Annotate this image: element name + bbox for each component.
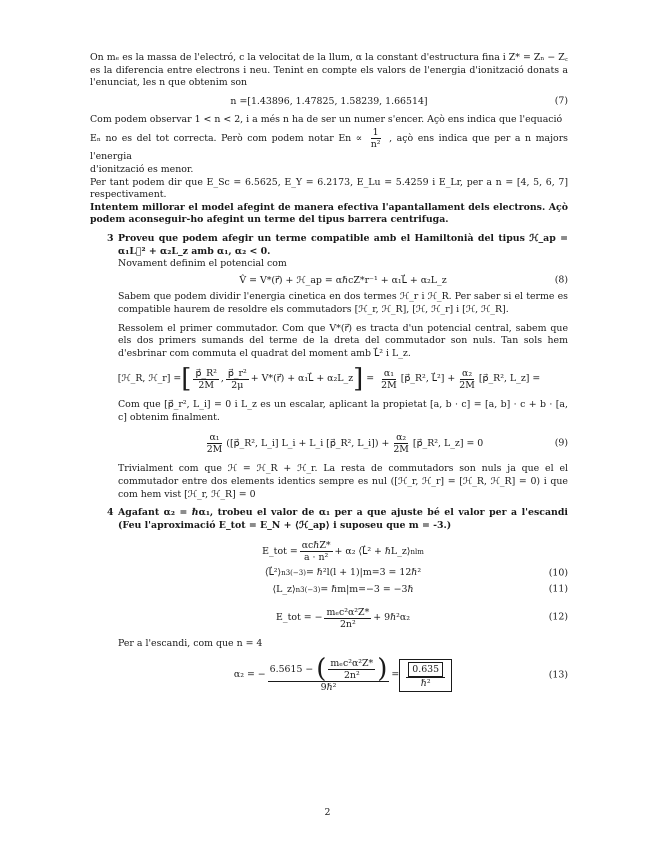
eq9-f1d: 2M — [206, 444, 223, 456]
equation-12 — [118, 607, 568, 630]
equation-10 — [118, 567, 568, 580]
eqA-frac1 — [193, 368, 218, 391]
eqB-sub: nlm — [410, 547, 424, 556]
eq11-sub: n3(−3) — [295, 586, 321, 595]
eqA-f2n: p⃗_r² — [227, 368, 247, 380]
paragraph-intro: On mₑ es la massa de l'electró, c la velocitat de la llum, α la constant d'estructura fina i Z* = Zₙ − Z꜀ es la diferencia entre electrons i neu. Tenint en compte els valors de l'energia d'ionització donats a l'enunciat, les n que obtenim son — [90, 52, 568, 89]
result-num — [406, 662, 445, 678]
eqA-frac3 — [379, 368, 399, 391]
eq12-lhs: E_tot = − — [276, 611, 323, 623]
eq13-number: (13) — [548, 669, 568, 681]
exercise-3-number: 3 — [107, 232, 114, 244]
equation-11 — [118, 584, 568, 597]
eq12-number: (12) — [548, 611, 568, 623]
eq7-number: (7) — [554, 95, 568, 107]
equation-commutator — [90, 364, 568, 395]
result-inner-box: 0.635 — [408, 662, 443, 677]
paren-close: ) — [377, 654, 388, 685]
eqA-t2: [p⃗_R², L_z] = — [478, 373, 541, 385]
exercise-3-title: Proveu que podem afegir un terme compatible amb el Hamiltonià del tipus ℋ_ap = α₁L⃗² + α₂L_z amb α₁, α₂ < 0. — [118, 232, 568, 257]
eqA-f1n: p⃗_R² — [195, 368, 217, 380]
eqA-t1: [p⃗_R², L⃗²] + — [400, 373, 456, 385]
page-number: 2 — [324, 807, 331, 818]
exercise-3-text5: Trivialment com que ℋ = ℋ_R + ℋ_r. La resta de commutadors son nuls ja que el el commutador entre dos elements identics sempre es nul ([ℋ_r, ℋ_r] = [ℋ_R, ℋ_R] = 0) i que com hem vist [ℋ_r, ℋ_R] = 0 — [118, 463, 568, 500]
eq13-den: 9ℏ² — [320, 682, 337, 694]
frac-num: 1 — [372, 126, 379, 138]
eqA-f3d: 2M — [381, 380, 397, 392]
eq9-t1: ([p⃗_R², L_i] L_i + L_i [p⃗_R², L_i]) + — [226, 437, 390, 449]
eqB-frac — [300, 540, 333, 563]
eqA-f4d: 2M — [459, 380, 475, 392]
equals: = — [363, 373, 378, 385]
eq11-lhs: ⟨L_z⟩ — [272, 584, 296, 596]
equation-etot — [118, 540, 568, 563]
eq10-sub: n3(−3) — [281, 569, 306, 578]
exercise-4-text1: Per a l'escandi, com que n = 4 — [118, 637, 263, 649]
obs-post: , açò ens indica que per a n majors l'energia — [90, 132, 568, 162]
eq13-lhs: α₂ = − — [233, 669, 266, 681]
exercise-3-text2: Sabem que podem dividir l'energia cinetica en dos termes ℋ_r i ℋ_R. Per saber si el terme es compatible haurem de resoldre els commutadors [ℋ_r, ℋ_R], [ℋ, ℋ_r] i [ℋ, ℋ_R]. — [118, 291, 568, 315]
eq8-number: (8) — [554, 274, 568, 286]
equation-8 — [118, 275, 568, 288]
eq9-f2d: 2M — [393, 444, 409, 456]
paragraph-observation-2 — [90, 127, 568, 164]
eq11-rhs: = ℏm|m=−3 = −3ℏ — [320, 584, 414, 596]
equation-13 — [118, 654, 568, 694]
equation-9 — [118, 432, 568, 455]
eq11-number: (11) — [548, 584, 568, 596]
eq9-frac1 — [205, 432, 225, 455]
eq9-number: (9) — [554, 437, 568, 449]
eq13-inner-frac — [328, 658, 375, 681]
eq10-rhs: = ℏ²l(l + 1)|m=3 = 12ℏ² — [305, 567, 422, 579]
eq8-body: V̂ = V*(r⃗) + ℋ_ap = αℏcZ*r⁻¹ + α₁L⃗ + α₂L_z — [239, 274, 447, 286]
eq7-lhs: n = — [230, 95, 248, 107]
eq9-t2: [p⃗_R², L_z] = 0 — [412, 437, 484, 449]
exercise-4-title: Agafant α₂ = ℏα₁, trobeu el valor de α₁ per a que ajuste bé el valor per a l'escandi (Feu l'aproximació E_tot = E_N + ⟨ℋ_ap⟩ i suposeu que m = -3.) — [118, 507, 568, 531]
eq9-f1n: α₁ — [209, 432, 220, 444]
eq12-fd: 2n² — [339, 618, 356, 630]
eqB-fd: a · n² — [303, 552, 329, 564]
eq12-fn: mₑc²α²Z* — [326, 606, 370, 618]
eq13-main-frac — [268, 654, 390, 694]
exercise-4-number: 4 — [107, 507, 114, 519]
eq12-frac — [324, 607, 371, 630]
exercise-3-text1: Novament definim el potencial com — [118, 258, 287, 270]
paragraph-energies: Per tant podem dir que E_Sc = 6.5625, E_Y = 6.2173, E_Lu = 5.4259 i E_Lr, per a n = [4, 5, 6, 7] respectivament. — [90, 176, 568, 201]
eqA-frac2 — [226, 368, 249, 391]
comma: , — [220, 373, 224, 385]
paragraph-observation: Com podem observar 1 < n < 2, i a més n ha de ser un numer s'encer. Açò ens indica que l'equació — [90, 114, 563, 126]
exercise-4 — [90, 507, 568, 693]
result-den: ℏ² — [420, 678, 431, 690]
paragraph-observation-3: d'ionització es menor. — [90, 163, 194, 175]
exercise-3 — [90, 233, 568, 501]
paren-open: ( — [316, 654, 327, 685]
eq13-ind: 2n² — [343, 670, 360, 682]
equation-7 — [90, 96, 568, 109]
eq9-f2n: α₂ — [396, 432, 407, 444]
exercise-3-text4: Com que [p⃗_r², L_i] = 0 i L_z es un escalar, aplicant la propietat [a, b · c] = [a, b] · c + b · [a, c] obtenim finalment. — [118, 399, 568, 423]
eqA-f4n: α₂ — [462, 368, 473, 380]
eq13-top — [268, 654, 390, 685]
eqA-mid: + V*(r⃗) + α₁L⃗ + α₂L_z — [250, 373, 354, 385]
eq13-inn: mₑc²α²Z* — [330, 658, 374, 670]
eq13-top-a: 6.5615 − — [269, 664, 314, 676]
eq7-rhs: [1.43896, 1.47825, 1.58239, 1.66514] — [247, 95, 428, 107]
bracket-open: [ — [181, 364, 192, 395]
eqA-f3n: α₁ — [383, 368, 394, 380]
eqA-lhs: [ℋ_R, ℋ_r] = — [117, 373, 182, 385]
eqA-f2d: 2μ — [231, 380, 244, 392]
inline-fraction — [369, 127, 383, 150]
eqA-f1d: 2M — [198, 380, 214, 392]
eqB-fn: αcℏZ* — [301, 540, 331, 552]
bold-statement: Intentem millorar el model afegint de manera efectiva l'apantallament dels electrons. Açò podem aconseguir-ho afegint un terme del tipus barrera centrifuga. — [90, 201, 568, 226]
eqB-lhs: E_tot = — [262, 545, 298, 557]
result-frac — [406, 662, 445, 689]
obs-pre: Eₙ no es del tot correcta. Però com podem notar En ∝ — [90, 132, 363, 144]
eq13-equals: = — [391, 669, 400, 681]
eq12-rest: + 9ℏ²α₂ — [373, 611, 410, 623]
eqB-rest: + α₂ ⟨L⃗² + ℏL_z⟩ — [334, 545, 411, 557]
eqA-frac4 — [457, 368, 477, 391]
bracket-close: ] — [353, 364, 364, 395]
eq10-lhs: ⟨L⃗²⟩ — [264, 567, 282, 579]
eq10-number: (10) — [548, 567, 568, 579]
eq9-frac2 — [391, 432, 411, 455]
result-box — [399, 659, 452, 692]
exercise-3-text3: Ressolem el primer commutador. Com que V*(r⃗) es tracta d'un potencial central, sabem que els dos primers sumands del terme de la dreta del commutador son nuls. Tan sols hem d'esbrinar com commuta el quadrat del moment amb L⃗² i L_z. — [118, 322, 568, 359]
page-body — [90, 52, 568, 701]
frac-den: n² — [370, 138, 381, 150]
